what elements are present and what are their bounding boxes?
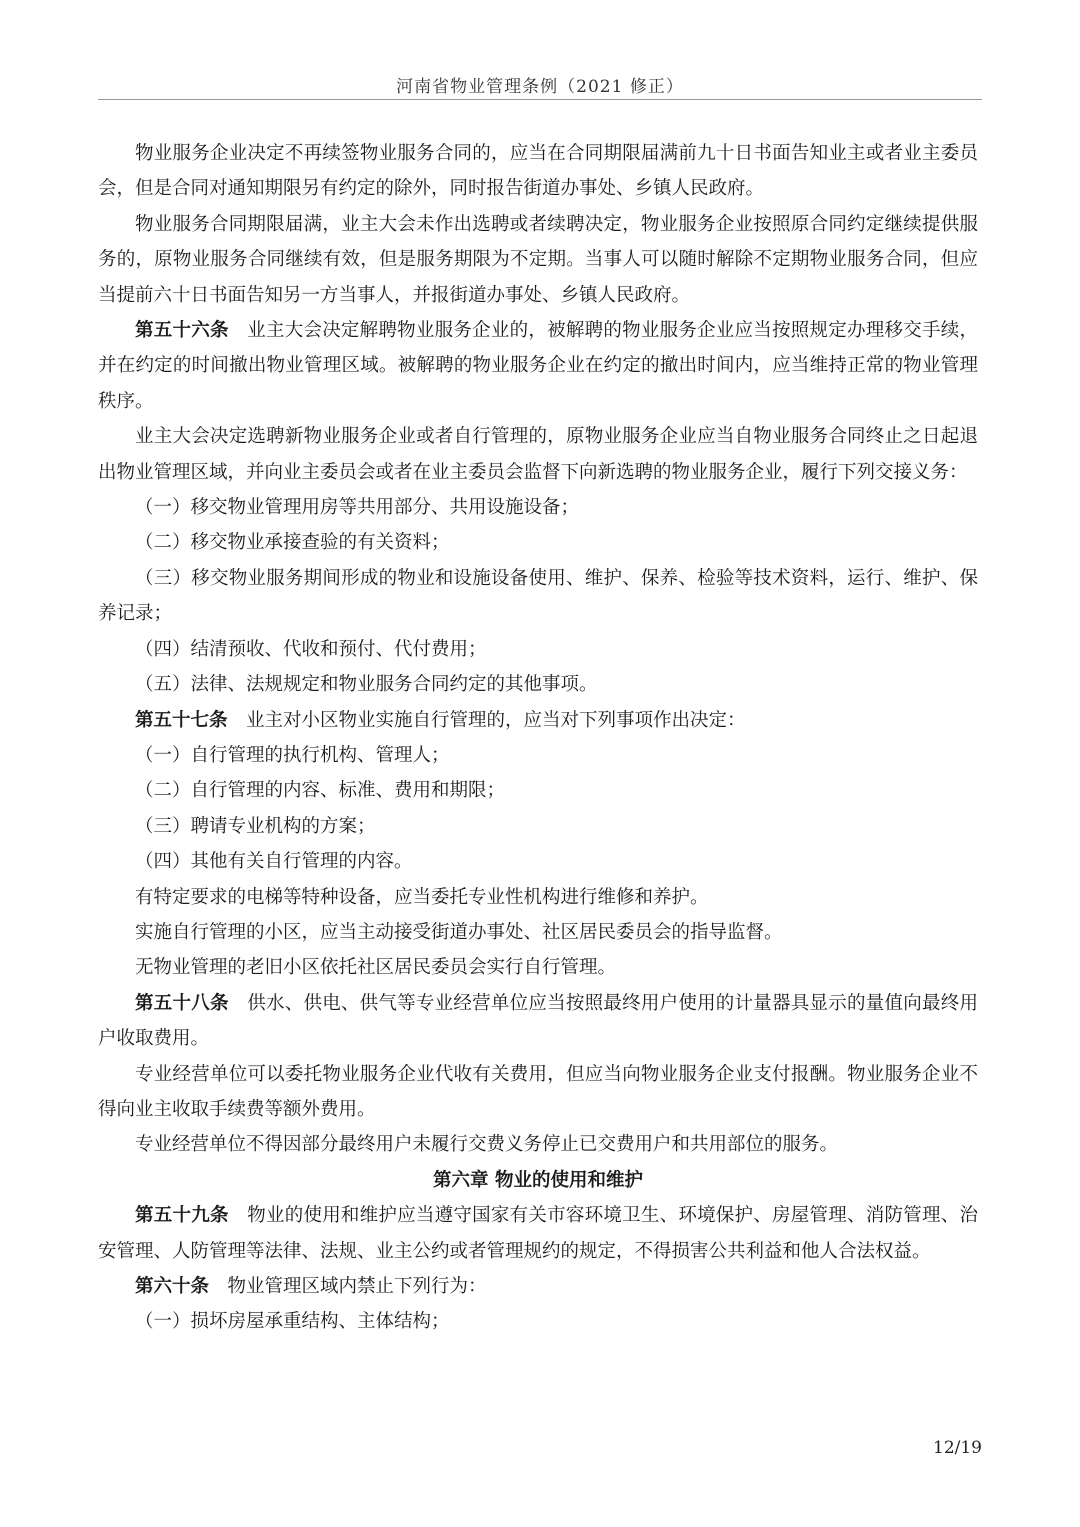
article-text: 物业的使用和维护应当遵守国家有关市容环境卫生、环境保护、房屋管理、消防管理、治安管理、人防管理等法律、法规、业主公约或者管理规约的规定，不得损害公共利益和他人合法权益。 — [98, 1205, 978, 1262]
document-body — [98, 136, 978, 1340]
paragraph: 业主大会决定选聘新物业服务企业或者自行管理的，原物业服务企业应当自物业服务合同终止之日起退出物业管理区域，并向业主委员会或者在业主委员会监督下向新选聘的物业服务企业，履行下列交接义务： — [98, 426, 978, 483]
list-item: （四）结清预收、代收和预付、代付费用； — [135, 638, 487, 660]
paragraph: 有特定要求的电梯等特种设备，应当委托专业性机构进行维修和养护。 — [135, 886, 709, 908]
article-label: 第五十九条 — [135, 1205, 229, 1227]
paragraph: 实施自行管理的小区，应当主动接受街道办事处、社区居民委员会的指导监督。 — [135, 921, 783, 943]
article-label: 第五十六条 — [135, 320, 229, 342]
list-item: （二）移交物业承接查验的有关资料； — [135, 532, 450, 554]
paragraph: 物业服务企业决定不再续签物业服务合同的，应当在合同期限届满前九十日书面告知业主或者业主委员会，但是合同对通知期限另有约定的除外，同时报告街道办事处、乡镇人民政府。 — [98, 143, 978, 200]
list-item: （五）法律、法规规定和物业服务合同约定的其他事项。 — [135, 674, 598, 696]
article-label: 第五十七条 — [135, 709, 228, 731]
article-60 — [98, 1269, 978, 1304]
list-item: （一）损坏房屋承重结构、主体结构； — [135, 1311, 450, 1333]
paragraph: 专业经营单位可以委托物业服务企业代收有关费用，但应当向物业服务企业支付报酬。物业服务企业不得向业主收取手续费等额外费用。 — [98, 1063, 978, 1120]
article-text: 物业管理区域内禁止下列行为： — [227, 1276, 487, 1297]
article-label: 第五十八条 — [135, 992, 229, 1014]
article-text: 业主对小区物业实施自行管理的，应当对下列事项作出决定： — [246, 709, 746, 731]
article-label: 第六十条 — [135, 1276, 210, 1297]
page-number: 12/19 — [933, 1438, 982, 1458]
article-text: 业主大会决定解聘物业服务企业的，被解聘的物业服务企业应当按照规定办理移交手续，并在约定的时间撤出物业管理区域。被解聘的物业服务企业在约定的撤出时间内，应当维持正常的物业管理秩序。 — [98, 320, 978, 412]
article-57 — [98, 703, 978, 738]
article-58 — [98, 986, 978, 1057]
article-text: 供水、供电、供气等专业经营单位应当按照最终用户使用的计量器具显示的量值向最终用户收取费用。 — [98, 992, 978, 1050]
paragraph: 物业服务合同期限届满，业主大会未作出选聘或者续聘决定，物业服务企业按照原合同约定继续提供服务的，原物业服务合同继续有效，但是服务期限为不定期。当事人可以随时解除不定期物业服务合同，但应当提前六十日书面告知另一方当事人，并报街道办事处、乡镇人民政府。 — [98, 213, 978, 306]
page-header: 河南省物业管理条例（2021 修正） — [396, 77, 684, 97]
chapter-heading: 第六章 物业的使用和维护 — [433, 1169, 643, 1191]
paragraph: 无物业管理的老旧小区依托社区居民委员会实行自行管理。 — [135, 957, 617, 979]
list-item: （一）移交物业管理用房等共用部分、共用设施设备； — [135, 497, 580, 519]
list-item: （一）自行管理的执行机构、管理人； — [135, 744, 450, 766]
list-item: （三）聘请专业机构的方案； — [135, 815, 376, 837]
paragraph: 专业经营单位不得因部分最终用户未履行交费义务停止已交费用户和共用部位的服务。 — [135, 1134, 839, 1156]
list-item: （三）移交物业服务期间形成的物业和设施设备使用、维护、保养、检验等技术资料，运行、维护、保养记录； — [98, 567, 978, 625]
header-divider — [98, 99, 982, 100]
list-item: （四）其他有关自行管理的内容。 — [135, 851, 413, 873]
list-item: （二）自行管理的内容、标准、费用和期限； — [135, 780, 506, 802]
article-56 — [98, 313, 978, 419]
article-59 — [98, 1198, 978, 1269]
